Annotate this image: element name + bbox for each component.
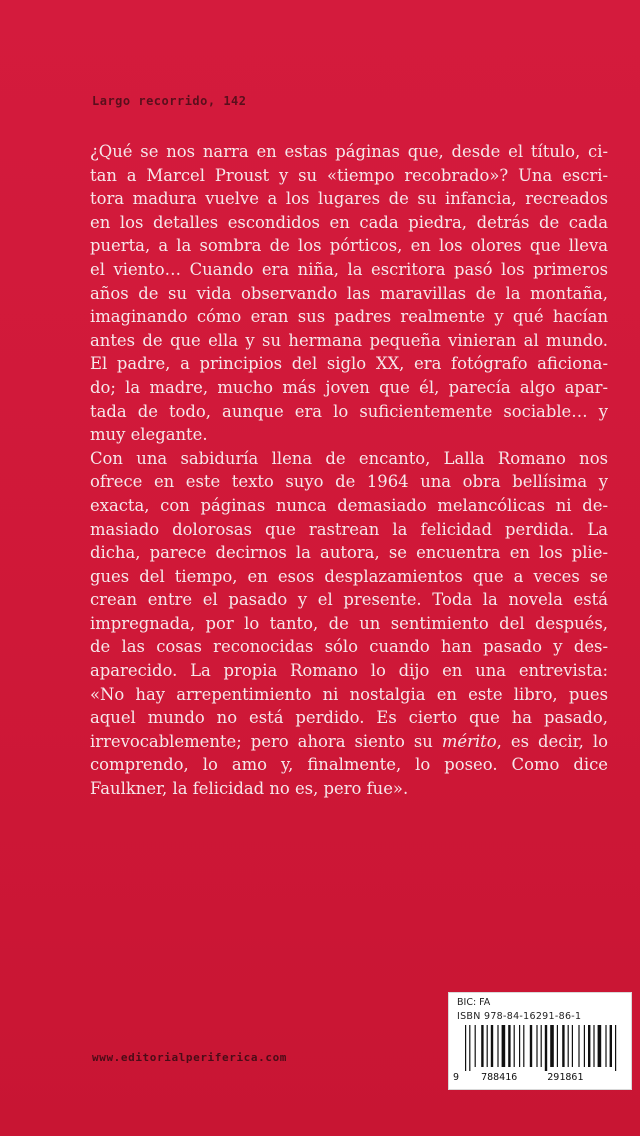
- barcode-digits-right: 291861: [547, 1072, 584, 1083]
- series-label: Largo recorrido, 142: [92, 94, 247, 108]
- blurb-line: aquel mundo no está perdido. Es cierto que ha pasado,: [90, 708, 608, 728]
- barcode-digit-first: 9: [453, 1072, 460, 1083]
- barcode-bar: [523, 1025, 524, 1067]
- barcode-bar: [572, 1025, 573, 1067]
- blurb-line: Faulkner, la felicidad no es, pero fue».: [90, 779, 409, 799]
- publisher-website[interactable]: www.editorialperiferica.com: [92, 1051, 288, 1064]
- barcode-bar: [487, 1025, 488, 1067]
- barcode-bar: [550, 1025, 554, 1067]
- blurb-line: aparecido. La propia Romano lo dijo en una entrevista:: [90, 661, 608, 681]
- blurb-line: tan a Marcel Proust y su «tiempo recobrado»? Una escri-: [90, 165, 608, 185]
- barcode-bar: [541, 1025, 542, 1067]
- barcode-bar: [588, 1025, 590, 1067]
- blurb-line: do; la madre, mucho más joven que él, parecía algo apar-: [90, 377, 608, 397]
- barcode-bar: [598, 1025, 602, 1067]
- blurb-line: imaginando cómo eran sus padres realmente y qué hacían: [90, 307, 608, 327]
- barcode-bar: [568, 1025, 569, 1067]
- blurb-line: ¿Qué se nos narra en estas páginas que, desde el título, ci-: [90, 142, 608, 161]
- blurb-line: ofrece en este texto suyo de 1964 una obra bellísima y: [90, 472, 608, 492]
- barcode-bar: [615, 1025, 616, 1071]
- barcode-bar: [481, 1025, 483, 1067]
- barcode-bar: [605, 1025, 606, 1067]
- blurb-line: tada de todo, aunque era lo suficientemente sociable… y: [90, 401, 608, 421]
- blurb-line: Con una sabiduría llena de encanto, Lalla Romano nos: [90, 448, 608, 468]
- barcode-bar: [475, 1025, 476, 1067]
- blurb-line: dicha, parece decirnos la autora, se encuentra en los plie-: [90, 543, 608, 563]
- blurb-line: antes de que ella y su hermana pequeña vinieran al mundo.: [90, 330, 608, 350]
- bic-code: BIC: FA: [457, 997, 491, 1008]
- barcode-bar: [545, 1025, 547, 1071]
- blurb-line: comprendo, lo amo y, finalmente, lo poseo. Como dice: [90, 755, 608, 775]
- isbn-barcode: [448, 992, 632, 1090]
- barcode-bar: [465, 1025, 466, 1071]
- blurb-line: irrevocablemente; pero ahora siento su mérito, es decir, lo: [90, 731, 608, 751]
- barcode-digits-left: 788416: [481, 1072, 518, 1083]
- barcode-bar: [469, 1025, 470, 1071]
- barcode-bar: [491, 1025, 493, 1067]
- barcode-digits: [453, 1072, 629, 1083]
- blurb-text: [90, 140, 608, 801]
- barcode-bar: [593, 1025, 594, 1067]
- isbn-number: ISBN 978-84-16291-86-1: [457, 1011, 582, 1022]
- blurb-line: crean entre el pasado y el presente. Toda la novela está: [90, 590, 608, 610]
- blurb-line: en los detalles escondidos en cada piedra, detrás de cada: [90, 212, 608, 232]
- blurb-line: tora madura vuelve a los lugares de su infancia, recreados: [90, 189, 608, 209]
- barcode-bar: [610, 1025, 612, 1067]
- blurb-line: el viento… Cuando era niña, la escritora pasó los primeros: [90, 259, 608, 279]
- blurb-line: El padre, a principios del siglo XX, era fotógrafo aficiona-: [90, 354, 608, 374]
- blurb-line: masiado dolorosas que rastrean la felicidad perdida. La: [90, 519, 608, 539]
- barcode-bar: [584, 1025, 585, 1067]
- blurb-line: muy elegante.: [90, 425, 208, 445]
- barcode-bar: [519, 1025, 520, 1067]
- blurb-line: «No hay arrepentimiento ni nostalgia en este libro, pues: [90, 684, 608, 704]
- blurb-line: exacta, con páginas nunca demasiado melancólicas ni de-: [90, 495, 608, 515]
- blurb-line: impregnada, por lo tanto, de un sentimiento del después,: [90, 613, 608, 633]
- barcode-bar: [578, 1025, 579, 1067]
- barcode-bar: [562, 1025, 564, 1067]
- blurb-line: puerta, a la sombra de los pórticos, en los olores que lleva: [90, 236, 608, 256]
- blurb-line: gues del tiempo, en esos desplazamientos que a veces se: [90, 566, 608, 586]
- barcode-bar: [557, 1025, 558, 1067]
- barcode-bar: [497, 1025, 498, 1067]
- barcode-bar: [508, 1025, 510, 1067]
- barcode-bar: [530, 1025, 532, 1067]
- blurb-line: de las cosas reconocidas sólo cuando han pasado y des-: [90, 637, 608, 657]
- barcode-bars: [465, 1025, 617, 1071]
- barcode-bar: [536, 1025, 537, 1067]
- barcode-bar: [514, 1025, 515, 1067]
- blurb-line: años de su vida observando las maravillas de la montaña,: [90, 283, 608, 303]
- barcode-bar: [502, 1025, 506, 1067]
